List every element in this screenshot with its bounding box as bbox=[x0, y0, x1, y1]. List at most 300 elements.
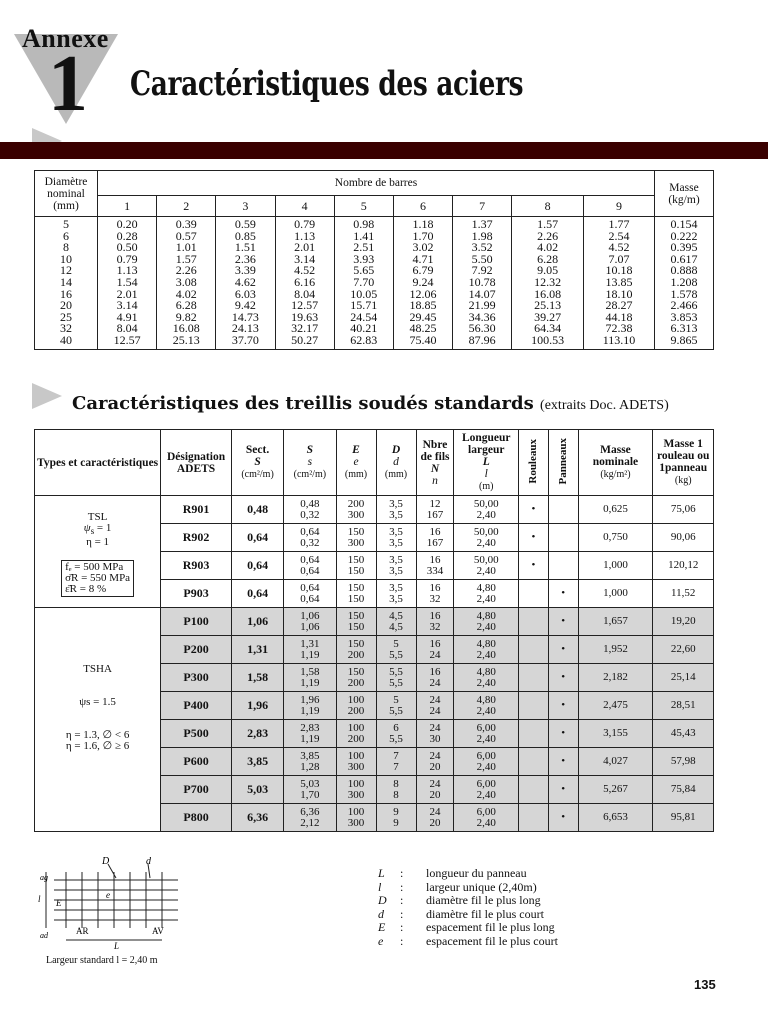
l-cell-value: 2,40 bbox=[476, 620, 496, 633]
designation-cell: P300 bbox=[161, 664, 232, 692]
table-cell: 24.13 bbox=[231, 321, 259, 336]
table-cell: 5.50 bbox=[471, 251, 493, 266]
legend-sep: : bbox=[400, 893, 404, 907]
page-number: 135 bbox=[694, 977, 716, 992]
table-cell: 32.17 bbox=[291, 321, 319, 336]
table-cell: 0.79 bbox=[294, 217, 316, 231]
s-cell-value: 0,64 bbox=[300, 525, 320, 538]
l-cell-value: 2,40 bbox=[476, 676, 496, 689]
masse-rouleau-cell: 120,12 bbox=[653, 552, 714, 580]
table-body-row bbox=[35, 217, 714, 350]
n-cell-value: 16 bbox=[429, 637, 441, 650]
designation-cell: P600 bbox=[161, 748, 232, 776]
s-cell-value: 1,70 bbox=[300, 788, 320, 801]
l-cell-value: 6,00 bbox=[476, 749, 496, 762]
l-cell-value: 2,40 bbox=[476, 788, 496, 801]
diagram-label-l: l bbox=[38, 894, 41, 904]
l-cell-value: 50,00 bbox=[473, 553, 499, 566]
masse-nominale-cell: 3,155 bbox=[578, 720, 653, 748]
table-cell: 14.07 bbox=[468, 286, 496, 301]
table-cell: 1.57 bbox=[175, 251, 197, 266]
table-cell: 0.79 bbox=[116, 251, 138, 266]
d-cell-value: 8 bbox=[393, 777, 399, 790]
table-cell: 0.154 bbox=[670, 217, 698, 231]
section-cell: 0,48 bbox=[231, 496, 283, 524]
d-cell bbox=[376, 552, 416, 580]
table-cell: 4.02 bbox=[175, 286, 197, 301]
table-cell: 12.32 bbox=[534, 274, 562, 289]
designation-cell: P500 bbox=[161, 720, 232, 748]
annexe-label: Annexe bbox=[22, 24, 109, 53]
table-cell: 7.07 bbox=[608, 251, 630, 266]
table-cell: 2.26 bbox=[175, 263, 197, 278]
e-cell-value: 150 bbox=[347, 665, 365, 678]
bar-count-header-row bbox=[35, 196, 714, 217]
diameter-column bbox=[35, 217, 98, 350]
section-title bbox=[72, 393, 669, 414]
e-cell bbox=[336, 524, 376, 552]
masse-nominale-cell: 6,653 bbox=[578, 804, 653, 832]
rouleau-mark: • bbox=[519, 552, 549, 580]
d-cell bbox=[376, 608, 416, 636]
e-cell-value: 150 bbox=[347, 592, 365, 605]
table-cell: 16.08 bbox=[534, 286, 562, 301]
s-cell-value: 1,31 bbox=[300, 637, 320, 650]
d-cell-value: 5,5 bbox=[389, 648, 403, 661]
s-cell-value: 1,96 bbox=[300, 693, 320, 706]
long-sym: L bbox=[482, 456, 490, 468]
e-cell bbox=[336, 748, 376, 776]
panneau-mark bbox=[548, 496, 578, 524]
section-column bbox=[216, 217, 275, 350]
tsl-name: TSL bbox=[87, 511, 108, 523]
table-cell: 1.41 bbox=[353, 228, 375, 243]
d-cell-value: 5 bbox=[393, 693, 399, 706]
s-cell-value: 0,64 bbox=[300, 592, 320, 605]
d-cell-value: 5,5 bbox=[389, 704, 403, 717]
sect-unit: (cm²/m) bbox=[241, 469, 274, 480]
section-cell: 5,03 bbox=[231, 776, 283, 804]
col-masse-nominale bbox=[578, 430, 653, 496]
steel-props-box bbox=[61, 560, 134, 597]
legend-item bbox=[378, 867, 558, 881]
panneau-mark: • bbox=[548, 720, 578, 748]
d-cell-value: 9 bbox=[393, 805, 399, 818]
legend-symbol: L bbox=[378, 866, 385, 880]
n-cell-value: 24 bbox=[429, 648, 441, 661]
l-cell bbox=[454, 496, 519, 524]
l-cell-value: 2,40 bbox=[476, 564, 496, 577]
s-cell-value: 2,83 bbox=[300, 721, 320, 734]
table-cell: 25 bbox=[60, 309, 72, 324]
table-cell: 2.54 bbox=[608, 228, 630, 243]
col-nbre bbox=[416, 430, 454, 496]
table-cell: 0.888 bbox=[670, 263, 698, 278]
l-cell bbox=[454, 776, 519, 804]
table-cell: 15.71 bbox=[350, 298, 378, 313]
d-cell bbox=[376, 636, 416, 664]
designation-cell: P400 bbox=[161, 692, 232, 720]
s-sym: S bbox=[306, 444, 314, 456]
table-cell: 1.54 bbox=[116, 274, 138, 289]
s-unit: (cm²/m) bbox=[293, 469, 327, 480]
table-cell: 2.51 bbox=[353, 240, 375, 255]
masse-nominale-cell: 4,027 bbox=[578, 748, 653, 776]
table-cell: 4.62 bbox=[234, 274, 256, 289]
n-cell bbox=[416, 580, 454, 608]
table-cell: 5 bbox=[63, 217, 69, 231]
masse-nominale-cell: 1,952 bbox=[578, 636, 653, 664]
n-cell-value: 16 bbox=[429, 665, 441, 678]
e-cell bbox=[336, 664, 376, 692]
table-cell: 8.04 bbox=[116, 321, 138, 336]
bar-count-2: 2 bbox=[157, 196, 216, 217]
panneau-mark: • bbox=[548, 664, 578, 692]
table-cell: 25.13 bbox=[172, 332, 200, 347]
legend-item bbox=[378, 935, 558, 949]
s-cell bbox=[284, 496, 336, 524]
d-cell-value: 3,5 bbox=[389, 508, 403, 521]
bar-section-table bbox=[34, 170, 714, 350]
table-cell: 14.73 bbox=[231, 309, 259, 324]
table-cell: 3.14 bbox=[294, 251, 316, 266]
long-sub: l bbox=[484, 468, 488, 480]
table-cell: 8.04 bbox=[294, 286, 316, 301]
d-cell-value: 4,5 bbox=[389, 620, 403, 633]
l-cell bbox=[454, 804, 519, 832]
masse-nominale-cell: 1,657 bbox=[578, 608, 653, 636]
d-cell-value: 8 bbox=[393, 788, 399, 801]
d-cell-value: 6 bbox=[393, 721, 399, 734]
table-cell: 7.70 bbox=[353, 274, 375, 289]
section-cell: 1,96 bbox=[231, 692, 283, 720]
masse-nom-label: Masse nominale bbox=[592, 444, 639, 468]
designation-cell: P100 bbox=[161, 608, 232, 636]
table-cell: 4.52 bbox=[608, 240, 630, 255]
s-cell bbox=[284, 692, 336, 720]
masse-nominale-cell: 2,182 bbox=[578, 664, 653, 692]
legend-text: espacement fil le plus long bbox=[426, 920, 555, 934]
d-cell-value: 5,5 bbox=[389, 665, 403, 678]
section-cell: 6,36 bbox=[231, 804, 283, 832]
s-cell bbox=[284, 636, 336, 664]
l-cell bbox=[454, 608, 519, 636]
n-cell bbox=[416, 524, 454, 552]
tsha-eta1: η = 1.3, ∅ < 6 bbox=[65, 729, 130, 741]
col-s bbox=[284, 430, 336, 496]
s-cell bbox=[284, 524, 336, 552]
section-column bbox=[334, 217, 393, 350]
table-cell: 0.617 bbox=[670, 251, 698, 266]
e-cell-value: 200 bbox=[347, 497, 365, 510]
diagram-label-E: E bbox=[56, 898, 62, 908]
l-cell bbox=[454, 636, 519, 664]
rouleau-mark bbox=[519, 748, 549, 776]
e-cell-value: 100 bbox=[347, 805, 365, 818]
bar-count-6: 6 bbox=[393, 196, 452, 217]
legend-symbol: d bbox=[378, 906, 384, 921]
l-cell-value: 2,40 bbox=[476, 592, 496, 605]
table-cell: 4.71 bbox=[412, 251, 434, 266]
table-cell: 13.85 bbox=[605, 274, 633, 289]
masse-column bbox=[655, 217, 714, 350]
table-cell: 44.18 bbox=[605, 309, 633, 324]
d-cell-value: 4,5 bbox=[389, 609, 403, 622]
d-cell-value: 3,5 bbox=[389, 536, 403, 549]
d-cell-value: 3,5 bbox=[389, 581, 403, 594]
masse-nom-unit: (kg/m²) bbox=[600, 469, 631, 480]
legend-sep: : bbox=[400, 933, 404, 948]
rouleau-mark bbox=[519, 580, 549, 608]
d-cell bbox=[376, 804, 416, 832]
table-cell: 16.08 bbox=[172, 321, 200, 336]
table-cell: 4.02 bbox=[537, 240, 559, 255]
table-cell: 6.03 bbox=[234, 286, 256, 301]
bar-count-3: 3 bbox=[216, 196, 275, 217]
table-cell: 1.01 bbox=[175, 240, 197, 255]
masse-rouleau-cell: 75,84 bbox=[653, 776, 714, 804]
d-cell-value: 3,5 bbox=[389, 564, 403, 577]
section-cell: 0,64 bbox=[231, 524, 283, 552]
s-cell bbox=[284, 776, 336, 804]
diagram-label-ag: ag bbox=[40, 873, 48, 882]
annexe-number: 1 bbox=[48, 40, 88, 128]
e-cell bbox=[336, 636, 376, 664]
n-cell-value: 12 bbox=[429, 497, 441, 510]
l-cell-value: 6,00 bbox=[476, 721, 496, 734]
section-cell: 1,58 bbox=[231, 664, 283, 692]
e-cell-value: 150 bbox=[347, 564, 365, 577]
legend-symbol: D bbox=[378, 893, 387, 907]
e-cell-value: 100 bbox=[347, 721, 365, 734]
table-cell: 12.06 bbox=[409, 286, 437, 301]
table-cell: 0.20 bbox=[116, 217, 138, 231]
panneau-mark: • bbox=[548, 608, 578, 636]
bar-count-5: 5 bbox=[334, 196, 393, 217]
col-d bbox=[376, 430, 416, 496]
table-cell: 37.70 bbox=[231, 332, 259, 347]
table-cell: 4.52 bbox=[294, 263, 316, 278]
panneau-mark bbox=[548, 524, 578, 552]
long-unit: (m) bbox=[479, 481, 494, 492]
designation-cell: R903 bbox=[161, 552, 232, 580]
table-cell: 3.52 bbox=[471, 240, 493, 255]
table-cell: 1.208 bbox=[670, 274, 698, 289]
table-cell: 25.13 bbox=[534, 298, 562, 313]
col-rouleaux bbox=[519, 430, 549, 496]
table-cell: 62.83 bbox=[350, 332, 378, 347]
l-cell-value: 2,40 bbox=[476, 760, 496, 773]
table-cell: 0.50 bbox=[116, 240, 138, 255]
page-title: Caractéristiques des aciers bbox=[130, 64, 524, 104]
s-cell-value: 3,85 bbox=[300, 749, 320, 762]
n-cell-value: 30 bbox=[429, 732, 441, 745]
section-source: (extraits Doc. ADETS) bbox=[540, 398, 669, 413]
table-cell: 0.85 bbox=[234, 228, 256, 243]
e-cell bbox=[336, 552, 376, 580]
d-cell-value: 3,5 bbox=[389, 497, 403, 510]
s-cell bbox=[284, 720, 336, 748]
table-cell: 1.70 bbox=[412, 228, 434, 243]
e-cell bbox=[336, 720, 376, 748]
legend-item bbox=[378, 908, 558, 922]
rouleau-mark bbox=[519, 636, 549, 664]
s-cell-value: 5,03 bbox=[300, 777, 320, 790]
diagram-label-L: L bbox=[114, 941, 120, 951]
rouleau-mark bbox=[519, 720, 549, 748]
s-cell bbox=[284, 580, 336, 608]
d-cell bbox=[376, 692, 416, 720]
table-cell: 0.222 bbox=[670, 228, 698, 243]
masse-rouleau-cell: 95,81 bbox=[653, 804, 714, 832]
table-cell: 1.13 bbox=[116, 263, 138, 278]
treillis-table-body bbox=[35, 496, 714, 832]
s-cell-value: 0,64 bbox=[300, 553, 320, 566]
l-cell-value: 4,80 bbox=[476, 665, 496, 678]
table-cell: 21.99 bbox=[468, 298, 496, 313]
table-cell: 0.59 bbox=[234, 217, 256, 231]
n-cell-value: 167 bbox=[426, 508, 444, 521]
n-cell bbox=[416, 608, 454, 636]
e-cell-value: 150 bbox=[347, 581, 365, 594]
e-cell-value: 150 bbox=[347, 620, 365, 633]
panneau-mark bbox=[548, 552, 578, 580]
n-cell-value: 16 bbox=[429, 581, 441, 594]
nbre-sym: N bbox=[430, 462, 440, 475]
l-cell bbox=[454, 748, 519, 776]
table-cell: 18.10 bbox=[605, 286, 633, 301]
s-cell-value: 1,58 bbox=[300, 665, 320, 678]
table-cell: 4.91 bbox=[116, 309, 138, 324]
rouleaux-label: Rouleaux bbox=[527, 438, 540, 484]
table-cell: 12 bbox=[60, 263, 72, 278]
table-cell: 19.63 bbox=[291, 309, 319, 324]
designation-cell: P903 bbox=[161, 580, 232, 608]
col-types: Types et caractéristiques bbox=[35, 430, 161, 496]
masse-rouleau-cell: 11,52 bbox=[653, 580, 714, 608]
s-cell-value: 0,32 bbox=[300, 508, 320, 521]
n-cell bbox=[416, 720, 454, 748]
type-tsha bbox=[35, 608, 161, 832]
table-cell: 3.08 bbox=[175, 274, 197, 289]
s-cell-value: 1,19 bbox=[300, 704, 320, 717]
l-cell bbox=[454, 664, 519, 692]
col-masse-rouleau bbox=[653, 430, 714, 496]
e-cell bbox=[336, 692, 376, 720]
d-cell-value: 5,5 bbox=[389, 732, 403, 745]
section-column bbox=[453, 217, 512, 350]
table-cell: 40.21 bbox=[350, 321, 378, 336]
col-masse: Masse (kg/m) bbox=[655, 171, 714, 217]
e-cell-value: 100 bbox=[347, 749, 365, 762]
l-cell-value: 2,40 bbox=[476, 508, 496, 521]
table-cell: 6 bbox=[63, 228, 69, 243]
table-cell: 87.96 bbox=[468, 332, 496, 347]
legend-sep: : bbox=[400, 879, 404, 894]
table-cell: 40 bbox=[60, 332, 72, 347]
s-cell-value: 0,64 bbox=[300, 581, 320, 594]
e-cell bbox=[336, 608, 376, 636]
section-cell: 0,64 bbox=[231, 580, 283, 608]
table-cell: 9.82 bbox=[175, 309, 197, 324]
e-cell-value: 300 bbox=[347, 788, 365, 801]
s-cell-value: 6,36 bbox=[300, 805, 320, 818]
table-cell: 5.65 bbox=[353, 263, 375, 278]
n-cell bbox=[416, 776, 454, 804]
d-cell bbox=[376, 580, 416, 608]
legend-text: espacement fil le plus court bbox=[426, 933, 558, 948]
table-cell: 2.01 bbox=[116, 286, 138, 301]
table-cell: 50.27 bbox=[291, 332, 319, 347]
s-cell-value: 1,19 bbox=[300, 676, 320, 689]
table-cell: 0.98 bbox=[353, 217, 375, 231]
n-cell-value: 16 bbox=[429, 553, 441, 566]
s-cell-value: 1,06 bbox=[300, 620, 320, 633]
s-cell-value: 2,12 bbox=[300, 816, 320, 829]
designation-cell: R902 bbox=[161, 524, 232, 552]
section-cell: 0,64 bbox=[231, 552, 283, 580]
mesh-diagram bbox=[38, 856, 188, 952]
n-cell-value: 167 bbox=[426, 536, 444, 549]
s-cell bbox=[284, 804, 336, 832]
col-sect bbox=[231, 430, 283, 496]
nbre-label: Nbre de fils bbox=[420, 438, 450, 463]
s-cell-value: 1,28 bbox=[300, 760, 320, 773]
masse-rouleau-cell: 90,06 bbox=[653, 524, 714, 552]
rouleau-mark bbox=[519, 664, 549, 692]
l-cell-value: 6,00 bbox=[476, 777, 496, 790]
rouleau-mark: • bbox=[519, 496, 549, 524]
n-cell bbox=[416, 636, 454, 664]
n-cell-value: 24 bbox=[429, 676, 441, 689]
n-cell bbox=[416, 692, 454, 720]
d-cell bbox=[376, 748, 416, 776]
tsha-psi: ψs = 1.5 bbox=[79, 696, 116, 708]
table-cell: 10.78 bbox=[468, 274, 496, 289]
d-cell bbox=[376, 664, 416, 692]
d-cell-value: 5 bbox=[393, 637, 399, 650]
s-cell-value: 1,19 bbox=[300, 732, 320, 745]
e-cell-value: 300 bbox=[347, 816, 365, 829]
table-cell: 3.93 bbox=[353, 251, 375, 266]
table-cell: 16 bbox=[60, 286, 72, 301]
s-cell bbox=[284, 748, 336, 776]
diagram-label-d: d bbox=[146, 856, 151, 867]
e-cell bbox=[336, 580, 376, 608]
bar-count-9: 9 bbox=[584, 196, 655, 217]
l-cell-value: 2,40 bbox=[476, 536, 496, 549]
masse-roul-label: Masse 1 rouleau ou 1panneau bbox=[656, 438, 710, 474]
n-cell-value: 32 bbox=[429, 620, 441, 633]
panneau-mark: • bbox=[548, 748, 578, 776]
table-cell: 0.57 bbox=[175, 228, 197, 243]
s-cell bbox=[284, 664, 336, 692]
table-cell: 75.40 bbox=[409, 332, 437, 347]
table-cell: 6.313 bbox=[670, 321, 698, 336]
table-cell: 18.85 bbox=[409, 298, 437, 313]
psi-val: = 1 bbox=[96, 522, 112, 534]
e-sym: E bbox=[352, 444, 360, 456]
table-cell: 2.466 bbox=[670, 298, 698, 313]
legend bbox=[378, 867, 558, 948]
l-cell-value: 2,40 bbox=[476, 648, 496, 661]
diagram-label-D: D bbox=[102, 856, 110, 867]
n-cell-value: 24 bbox=[429, 693, 441, 706]
designation-cell: P800 bbox=[161, 804, 232, 832]
n-cell-value: 16 bbox=[429, 525, 441, 538]
col-nombre-barres: Nombre de barres bbox=[98, 171, 655, 196]
table-cell: 12.57 bbox=[113, 332, 141, 347]
